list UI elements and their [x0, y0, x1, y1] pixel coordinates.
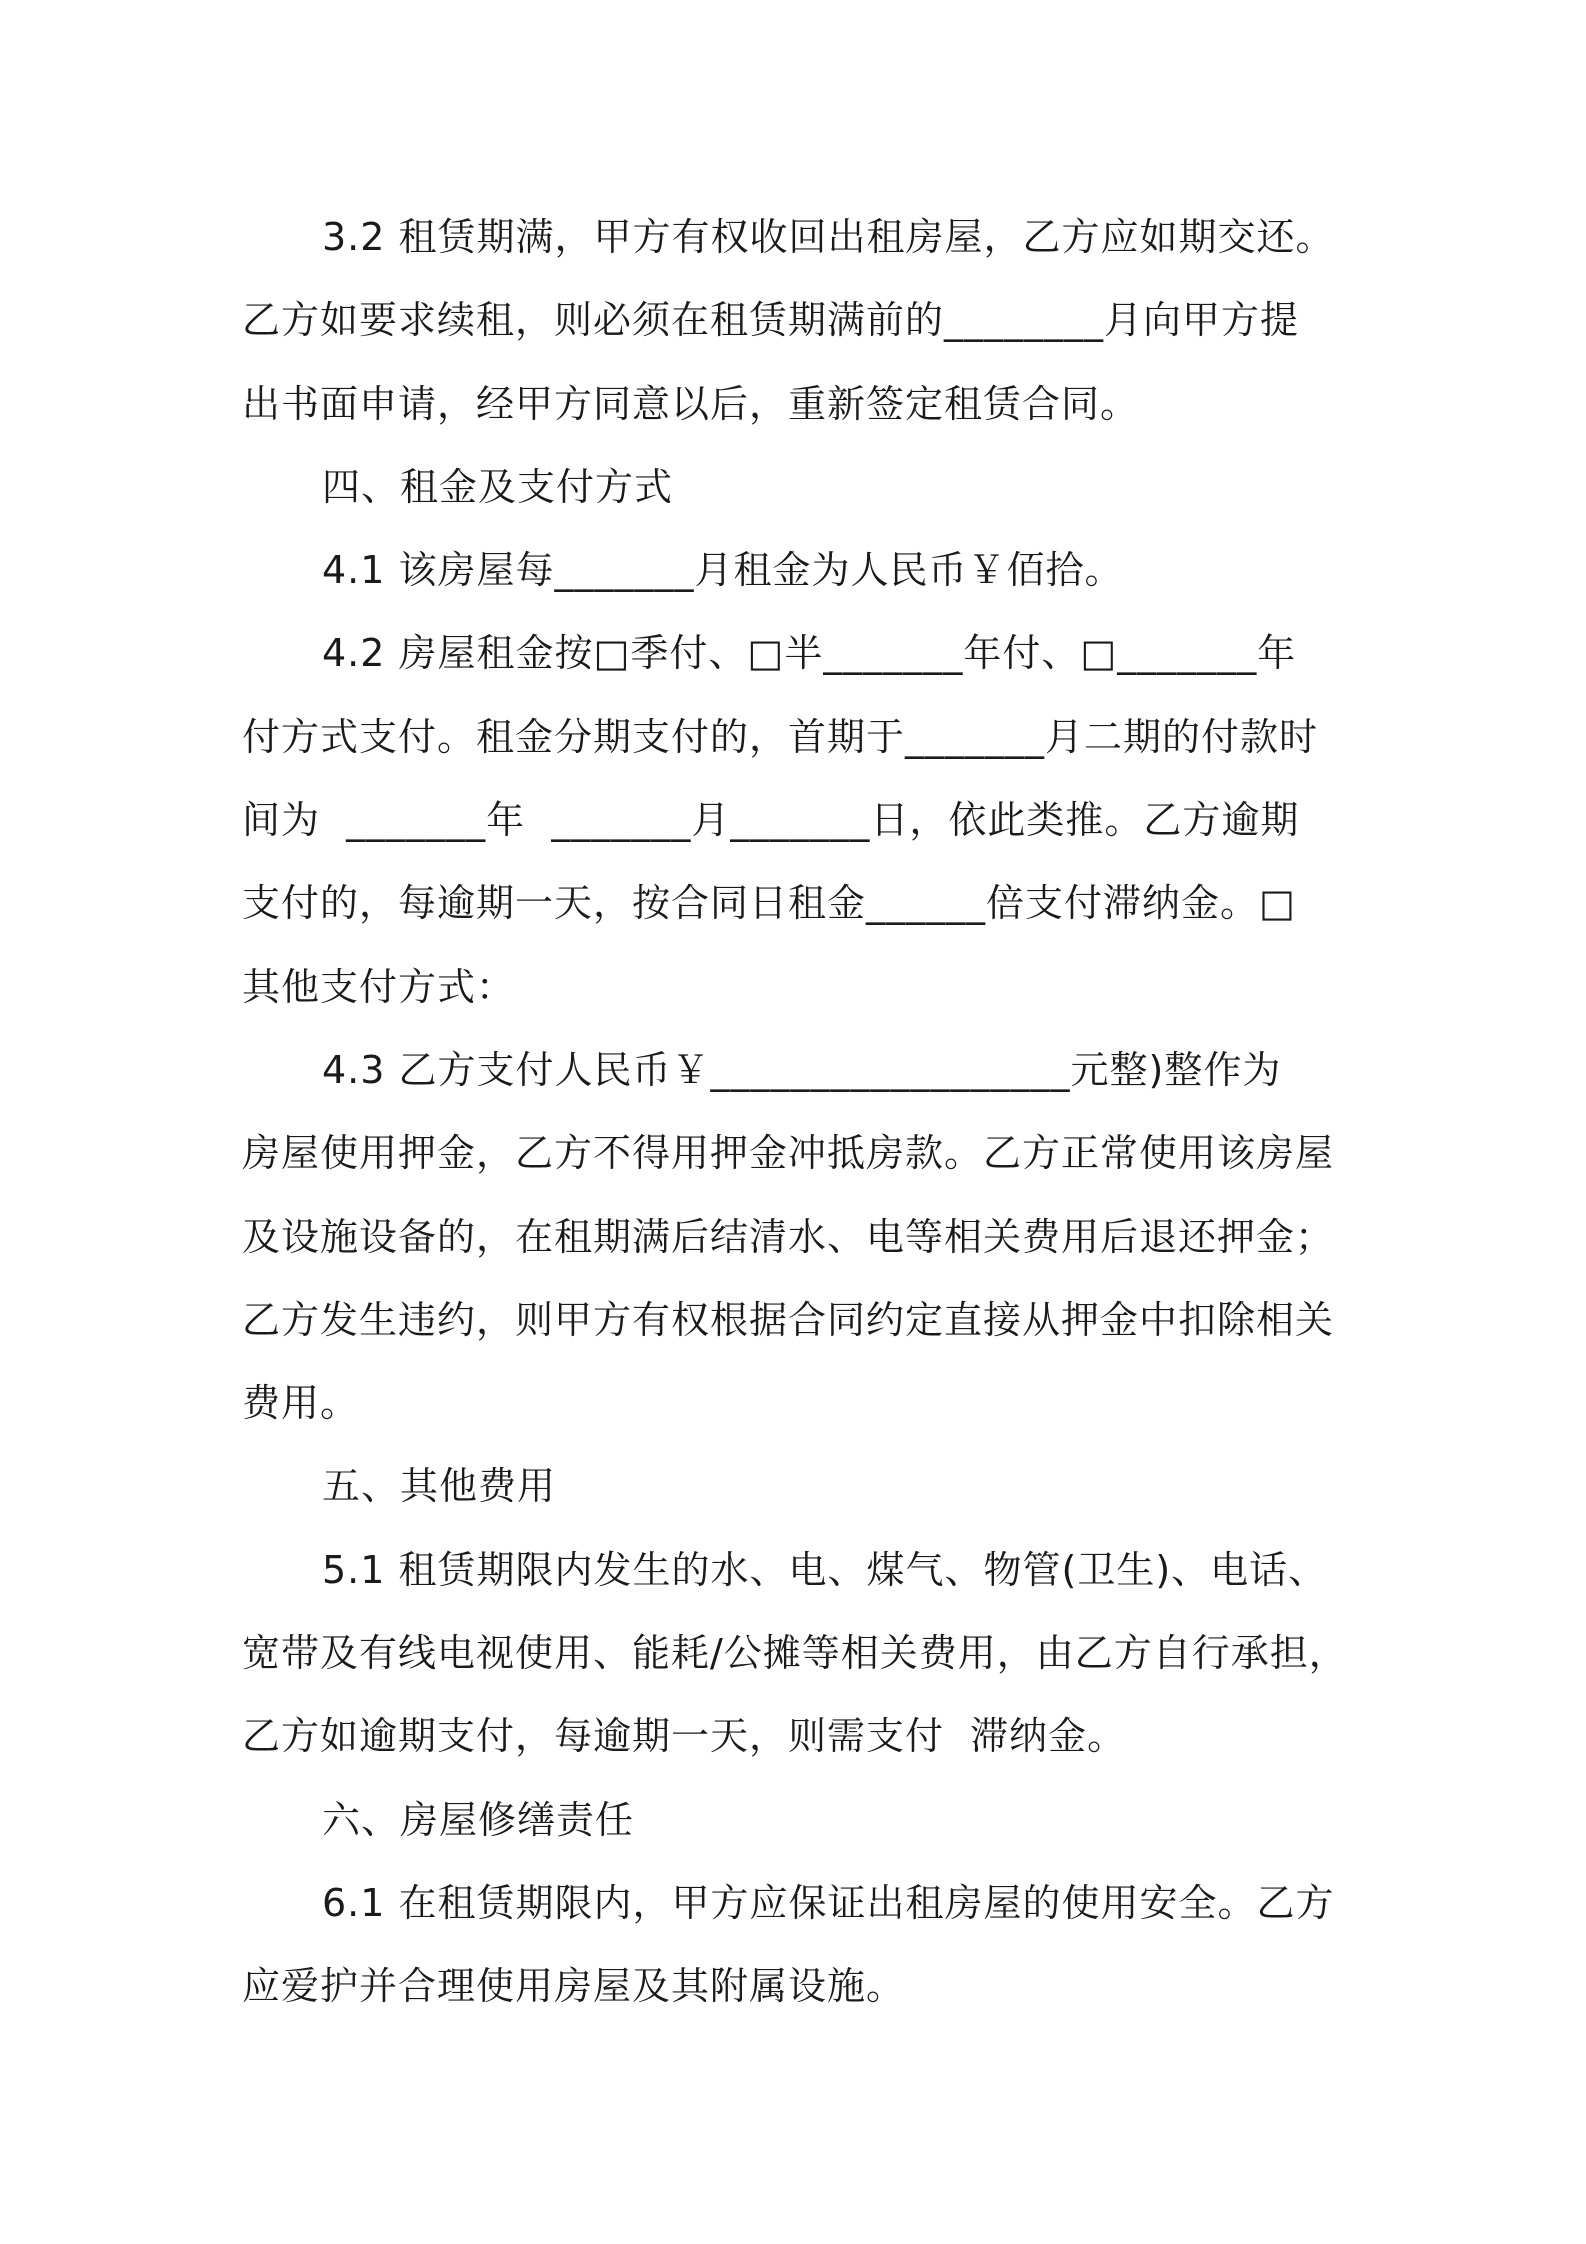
document-body	[242, 196, 1354, 2029]
clause-3-2-line-1: 3.2 租赁期满，甲方有权收回出租房屋，乙方应如期交还。	[322, 215, 1335, 259]
clause-4-3-line-4: 乙方发生违约，则甲方有权根据合同约定直接从押金中扣除相关	[242, 1297, 1335, 1342]
section-5-heading: 五、其他费用	[322, 1464, 557, 1509]
clause-3-2-line-2: 乙方如要求续租，则必须在租赁期满前的________月向甲方提	[242, 298, 1300, 343]
clause-6-1-line-1: 6.1 在租赁期限内，甲方应保证出租房屋的使用安全。乙方	[322, 1880, 1335, 1925]
clause-4-2-line-3: 间为 _______年 _______月_______日，依此类推。乙方逾期	[242, 798, 1300, 843]
clause-4-2-line-2: 付方式支付。租金分期支付的，首期于_______月二期的付款时	[242, 714, 1319, 759]
clause-4-2-line-1: 4.2 房屋租金按□季付、□半_______年付、□_______年	[322, 631, 1297, 676]
clause-5-1-line-2: 宽带及有线电视使用、能耗/公摊等相关费用，由乙方自行承担，	[242, 1631, 1348, 1676]
section-6-heading: 六、房屋修缮责任	[322, 1797, 635, 1842]
clause-5-1-line-1: 5.1 租赁期限内发生的水、电、煤气、物管(卫生)、电话、	[322, 1547, 1328, 1592]
clause-4-3-line-5: 费用。	[242, 1381, 360, 1426]
clause-4-2-line-5: 其他支付方式：	[242, 964, 516, 1009]
clause-4-3-line-2: 房屋使用押金，乙方不得用押金冲抵房款。乙方正常使用该房屋	[242, 1131, 1335, 1176]
clause-4-3-line-1: 4.3 乙方支付人民币￥__________________元整)整作为	[322, 1047, 1282, 1092]
clause-4-1: 4.1 该房屋每_______月租金为人民币￥佰拾。	[322, 548, 1124, 593]
clause-4-3-line-3: 及设施设备的，在租期满后结清水、电等相关费用后退还押金；	[242, 1214, 1335, 1259]
clause-4-2-line-4: 支付的，每逾期一天，按合同日租金______倍支付滞纳金。□	[242, 881, 1296, 926]
clause-3-2-line-3: 出书面申请，经甲方同意以后，重新签定租赁合同。	[242, 381, 1140, 426]
clause-5-1-line-3: 乙方如逾期支付，每逾期一天，则需支付 滞纳金。	[242, 1714, 1127, 1759]
section-4-heading: 四、租金及支付方式	[322, 464, 674, 509]
clause-6-1-line-2: 应爱护并合理使用房屋及其附属设施。	[242, 1964, 906, 2009]
